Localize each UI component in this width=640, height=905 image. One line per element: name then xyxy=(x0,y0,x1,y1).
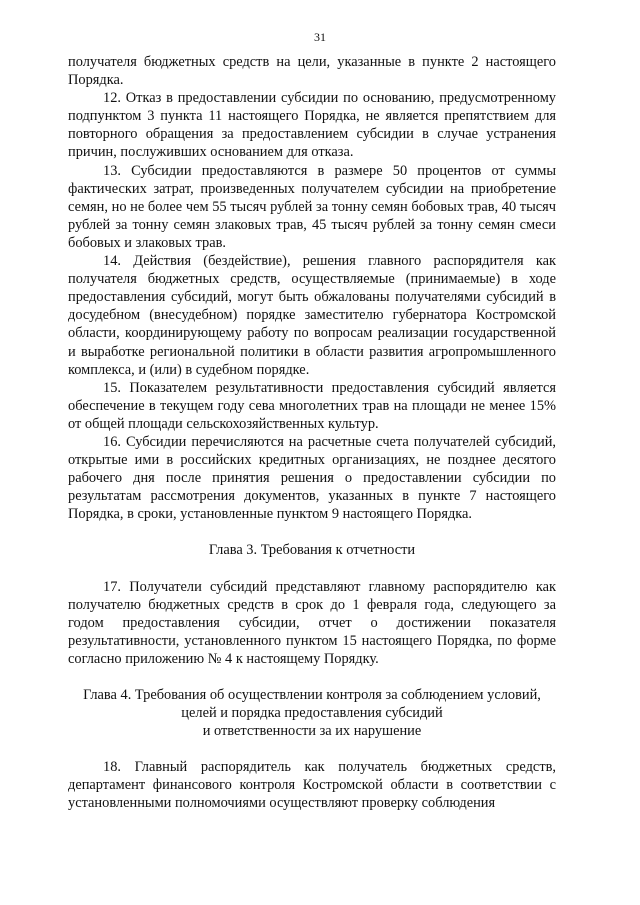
paragraph-18: 18. Главный распорядитель как получатель бюджетных средств, департамент финансового контроля Костромской области в соответствии с установленными полномочиями осуществляют проверку соблюдения xyxy=(68,759,556,812)
chapter-3-title: Глава 3. Требования к отчетности xyxy=(208,542,416,559)
page-number: 31 xyxy=(314,30,326,44)
document-body xyxy=(68,53,556,813)
chapter-4-title xyxy=(68,686,556,740)
paragraph-16: 16. Субсидии перечисляются на расчетные счета получателей субсидий, открытые ими в российских кредитных организациях, не позднее десятого рабочего дня после принятия решения о предоставлении субсидии по результатам рассмотрения документов, указанных в пункте 7 настоящего Порядка, в сроки, установленные пунктом 9 настоящего Порядка. xyxy=(68,433,556,523)
paragraph-17: 17. Получатели субсидий представляют главному распорядителю как получателю бюджетных средств в срок до 1 февраля года, следующего за годом предоставления субсидии, отчет о достижении показателя результативности, установленного пунктом 15 настоящего Порядка, по форме согласно приложению № 4 к настоящему Порядку. xyxy=(68,578,556,667)
paragraph-13: 13. Субсидии предоставляются в размере 50 процентов от суммы фактических затрат, произведенных получателем субсидии на приобретение семян, но не более чем 55 тысяч рублей за тонну семян бобовых трав, 40 тысяч рублей за тонну семян злаковых трав, 45 тысяч рублей за тонну семян смеси бобовых и злаковых трав. xyxy=(68,162,556,251)
paragraph-14: 14. Действия (бездействие), решения главного распорядителя как получателя бюджетных средств, осуществляемые (принимаемые) в ходе предоставления субсидий, могут быть обжалованы получателями субсидий в досудебном (внесудебном) порядке заместителю губернатора Костромской области, координирующему работу по вопросам реализации государственной и выработке региональной политики в области развития агропромышленного комплекса, и (или) в судебном порядке. xyxy=(68,253,556,378)
chapter-4-title-line-3: и ответственности за их нарушение xyxy=(202,723,422,740)
chapter-4-title-line-1: Глава 4. Требования об осуществлении контроля за соблюдением условий, xyxy=(83,687,541,703)
chapter-4-title-line-2: целей и порядка предоставления субсидий xyxy=(181,705,443,722)
paragraph-12: 12. Отказ в предоставлении субсидии по основанию, предусмотренному подпунктом 3 пункта 11 настоящего Порядка, не является препятствием для повторного обращения за предоставлением субсидии в случае устранения причин, послуживших основанием для отказа. xyxy=(68,90,556,161)
paragraph-15: 15. Показателем результативности предоставления субсидий является обеспечение в текущем году сева многолетних трав на площади не менее 15% от общей площади сельскохозяйственных культур. xyxy=(68,379,556,432)
paragraph-continuation: получателя бюджетных средств на цели, указанные в пункте 2 настоящего Порядка. xyxy=(68,54,556,89)
